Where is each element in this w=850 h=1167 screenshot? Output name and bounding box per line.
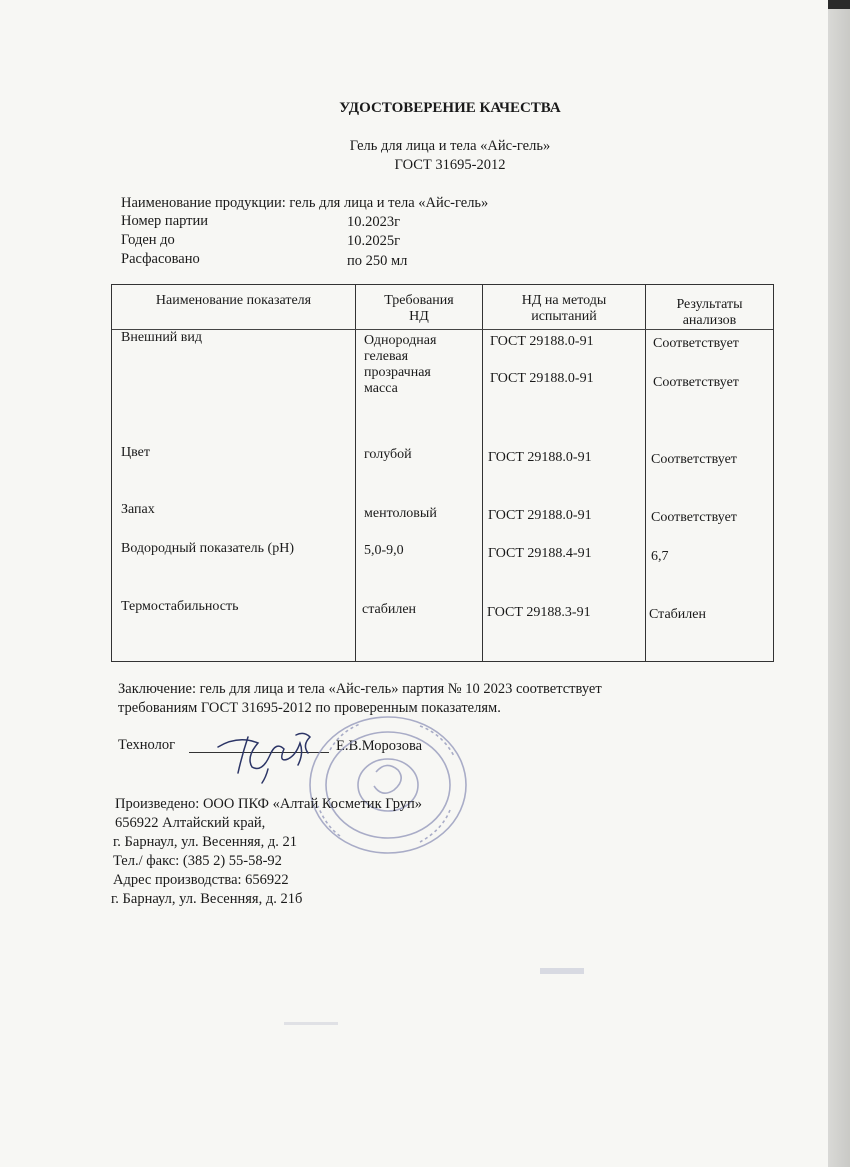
- row-ph-requirement: 5,0-9,0: [364, 543, 404, 558]
- info-product-name: Наименование продукции: гель для лица и тела «Айс-гель»: [121, 195, 489, 211]
- row-appearance-result-1: Соответствует: [653, 336, 739, 351]
- row-smell-indicator: Запах: [121, 502, 155, 517]
- row-thermo-result: Стабилен: [649, 607, 706, 622]
- quality-table: [111, 284, 774, 662]
- manufacturer-line-3: г. Барнаул, ул. Весенняя, д. 21: [113, 834, 297, 850]
- row-smell-method: ГОСТ 29188.0-91: [488, 508, 592, 523]
- conclusion-line-2: требованиям ГОСТ 31695-2012 по проверенным показателям.: [118, 700, 501, 716]
- info-packing-label: Расфасовано: [121, 251, 200, 267]
- manufacturer-line-6: г. Барнаул, ул. Весенняя, д. 21б: [111, 891, 303, 907]
- signature-icon: [208, 725, 338, 785]
- row-thermo-indicator: Термостабильность: [121, 599, 239, 614]
- faint-smudge: [284, 1022, 338, 1025]
- row-smell-result: Соответствует: [651, 510, 737, 525]
- row-thermo-requirement: стабилен: [362, 602, 417, 617]
- signatory-role: Технолог: [118, 737, 176, 753]
- row-ph-method: ГОСТ 29188.4-91: [488, 546, 592, 561]
- row-appearance-indicator: Внешний вид: [121, 330, 203, 345]
- header-indicator: Наименование показателя: [155, 293, 312, 308]
- faint-smudge: [540, 968, 584, 974]
- conclusion-line-1: Заключение: гель для лица и тела «Айс-гель» партия № 10 2023 соответствует: [118, 681, 602, 697]
- header-result: Результаты анализов: [676, 297, 743, 328]
- header-method: НД на методы испытаний: [521, 293, 607, 324]
- info-expiry-label: Годен до: [121, 232, 175, 248]
- standard-line: ГОСТ 31695-2012: [394, 157, 506, 173]
- document-title: УДОСТОВЕРЕНИЕ КАЧЕСТВА: [339, 100, 561, 116]
- row-appearance-method-1: ГОСТ 29188.0-91: [490, 334, 594, 349]
- scan-corner: [828, 0, 850, 9]
- row-thermo-method: ГОСТ 29188.3-91: [487, 605, 591, 620]
- row-appearance-requirement: Однородная гелевая прозрачная масса: [364, 333, 437, 396]
- row-appearance-method-2: ГОСТ 29188.0-91: [490, 371, 594, 386]
- signatory-name: Е.В.Морозова: [336, 738, 423, 754]
- scan-edge: [828, 0, 850, 1167]
- row-color-requirement: голубой: [364, 447, 412, 462]
- row-ph-result: 6,7: [651, 549, 669, 564]
- row-ph-indicator: Водородный показатель (рН): [121, 541, 294, 556]
- manufacturer-line-1: Произведено: ООО ПКФ «Алтай Косметик Груп»: [115, 796, 423, 812]
- header-requirement: Требования НД: [384, 293, 454, 324]
- info-batch-label: Номер партии: [121, 213, 209, 229]
- row-color-indicator: Цвет: [121, 445, 150, 460]
- manufacturer-line-5: Адрес производства: 656922: [113, 872, 289, 888]
- info-packing-value: по 250 мл: [347, 253, 408, 269]
- manufacturer-line-2: 656922 Алтайский край,: [115, 815, 266, 831]
- row-appearance-result-2: Соответствует: [653, 375, 739, 390]
- manufacturer-line-4: Тел./ факс: (385 2) 55-58-92: [113, 853, 282, 869]
- row-smell-requirement: ментоловый: [364, 506, 437, 521]
- info-batch-value: 10.2023г: [347, 214, 401, 230]
- product-line: Гель для лица и тела «Айс-гель»: [349, 138, 551, 154]
- row-color-result: Соответствует: [651, 452, 737, 467]
- info-expiry-value: 10.2025г: [347, 233, 401, 249]
- row-color-method: ГОСТ 29188.0-91: [488, 450, 592, 465]
